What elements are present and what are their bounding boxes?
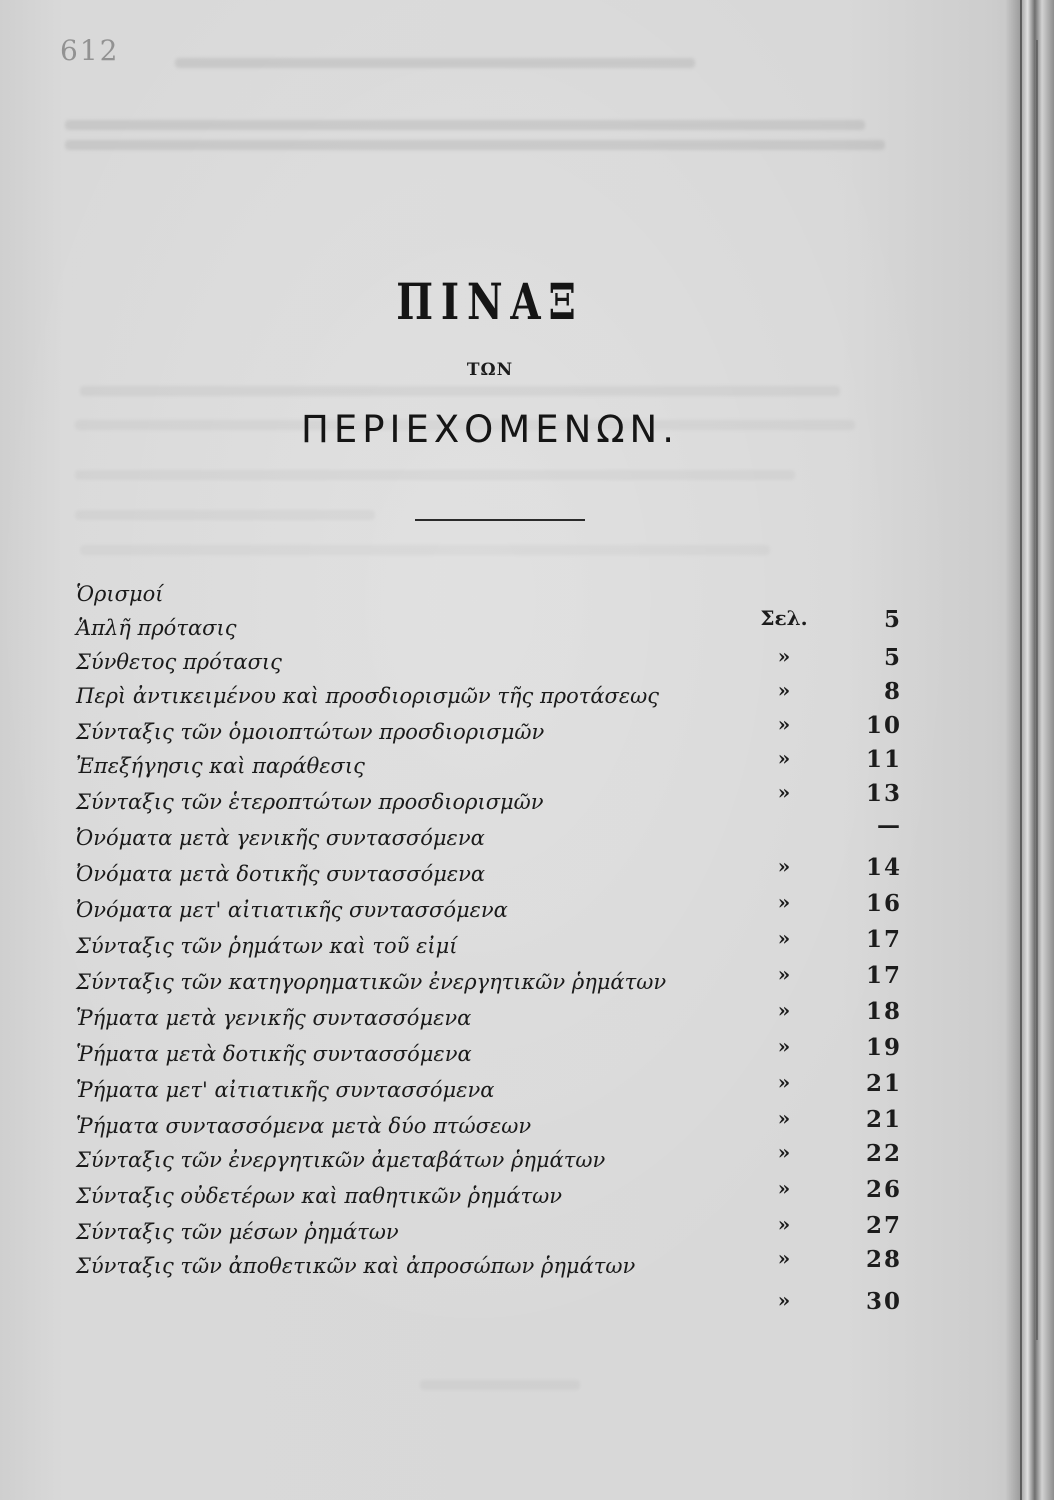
toc-page-number: 22: [865, 1140, 902, 1167]
toc-page-number: 26: [865, 1176, 902, 1203]
toc-ditto-mark: »: [777, 678, 791, 702]
toc-entry-title: Σύνταξις τῶν ἀποθετικῶν καὶ ἀπροσώπων ῥημάτων: [76, 1254, 636, 1278]
toc-ditto-mark: »: [777, 962, 791, 986]
toc-entry-title: Ῥήματα συντασσόμενα μετὰ δύο πτώσεων: [76, 1114, 532, 1138]
toc-entry-title: Ὁρισμοί: [76, 582, 164, 606]
toc-ditto-mark: »: [777, 1034, 791, 1058]
toc-ditto-mark: »: [777, 854, 791, 878]
toc-page-number: 5: [883, 606, 902, 633]
toc-entry-title: Σύνταξις τῶν ἐνεργητικῶν ἀμεταβάτων ῥημάτων: [76, 1148, 606, 1172]
binding-crease: [1036, 40, 1038, 1340]
toc-entry: [76, 780, 906, 824]
toc-page-number: 13: [865, 780, 902, 807]
toc-ditto-mark: »: [777, 1212, 791, 1236]
toc-ditto-mark: »: [777, 1070, 791, 1094]
toc-page-number: 17: [865, 926, 902, 953]
toc-entry-title: Ὀνόματα μετ' αἰτιατικῆς συντασσόμενα: [76, 898, 508, 922]
toc-page-number: 5: [883, 644, 902, 671]
toc-ditto-mark: »: [777, 998, 791, 1022]
page-number: 612: [60, 34, 120, 67]
show-through-text: [75, 470, 795, 480]
toc-entry-title: Ῥήματα μετ' αἰτιατικῆς συντασσόμενα: [76, 1078, 495, 1102]
toc-page-number: 19: [865, 1034, 902, 1061]
toc-entry-title: Σύνταξις τῶν ὁμοιοπτώτων προσδιορισμῶν: [76, 720, 545, 744]
toc-ditto-mark: »: [777, 926, 791, 950]
show-through-text: [420, 1380, 580, 1390]
toc-entry-title: Ἁπλῆ πρότασις: [76, 616, 237, 640]
show-through-text: [80, 386, 840, 396]
toc-ditto-mark: »: [777, 1140, 791, 1164]
show-through-text: [80, 545, 770, 555]
binding-crease: [1020, 0, 1022, 1500]
toc-entry-title: Σύνταξις τῶν ἑτεροπτώτων προσδιορισμῶν: [76, 790, 544, 814]
toc-ditto-mark: »: [777, 1288, 791, 1312]
toc-page-label: Σελ.: [760, 606, 808, 630]
toc-ditto-mark: »: [777, 1246, 791, 1270]
binding-edge: [1006, 0, 1054, 1500]
toc-page-number: 18: [865, 998, 902, 1025]
page-title: ΠΙΝΑΞ: [396, 272, 584, 331]
toc-ditto-mark: »: [777, 644, 791, 668]
toc-page-number: 21: [865, 1070, 902, 1097]
toc-entry-title: Ὀνόματα μετὰ γενικῆς συντασσόμενα: [76, 826, 485, 850]
toc-entry-title: Σύνταξις τῶν κατηγορηματικῶν ἐνεργητικῶν ῥημάτων: [76, 970, 667, 994]
toc-page-number: 10: [865, 712, 902, 739]
toc-entry: [76, 1246, 906, 1288]
toc-ditto-mark: »: [777, 746, 791, 770]
toc-ditto-mark: »: [777, 890, 791, 914]
toc-entry-title: Περὶ ἀντικειμένου καὶ προσδιορισμῶν τῆς προτάσεως: [76, 684, 660, 708]
show-through-text: [175, 58, 695, 68]
toc-entry-title: Ἐπεξήγησις καὶ παράθεσις: [76, 754, 365, 778]
toc-entry: [76, 1288, 906, 1326]
toc-page-number: 16: [865, 890, 902, 917]
toc-ditto-mark: »: [777, 712, 791, 736]
toc-page-number: 30: [865, 1288, 902, 1315]
toc-entry-title: Σύνθετος πρότασις: [76, 650, 282, 674]
toc-entry-title: Ὀνόματα μετὰ δοτικῆς συντασσόμενα: [76, 862, 486, 886]
toc-entry-title: Σύνταξις οὐδετέρων καὶ παθητικῶν ῥημάτων: [76, 1184, 563, 1208]
toc-ditto-mark: »: [777, 780, 791, 804]
toc-ditto-mark: »: [777, 1176, 791, 1200]
toc-entry-title: Ῥήματα μετὰ γενικῆς συντασσόμενα: [76, 1006, 472, 1030]
show-through-text: [65, 120, 865, 130]
toc-page-number: —: [877, 812, 902, 839]
title-contents: ΠΕΡΙΕΧΟΜΕΝΩΝ.: [301, 408, 679, 451]
title-article: ΤΩΝ: [466, 360, 514, 380]
toc-page-number: 27: [865, 1212, 902, 1239]
toc-entry-title: Ῥήματα μετὰ δοτικῆς συντασσόμενα: [76, 1042, 472, 1066]
show-through-text: [75, 510, 375, 520]
toc-ditto-mark: »: [777, 1106, 791, 1130]
toc-page-number: 17: [865, 962, 902, 989]
toc-page-number: 14: [865, 854, 902, 881]
toc-entry-title: Σύνταξις τῶν ῥημάτων καὶ τοῦ εἰμί: [76, 934, 458, 958]
toc-entry-title: Σύνταξις τῶν μέσων ῥημάτων: [76, 1220, 399, 1244]
title-divider: [415, 519, 585, 521]
toc-page-number: 8: [883, 678, 902, 705]
toc-page-number: 28: [865, 1246, 902, 1273]
toc-page-number: 21: [865, 1106, 902, 1133]
show-through-text: [65, 140, 885, 150]
toc-page-number: 11: [865, 746, 902, 773]
